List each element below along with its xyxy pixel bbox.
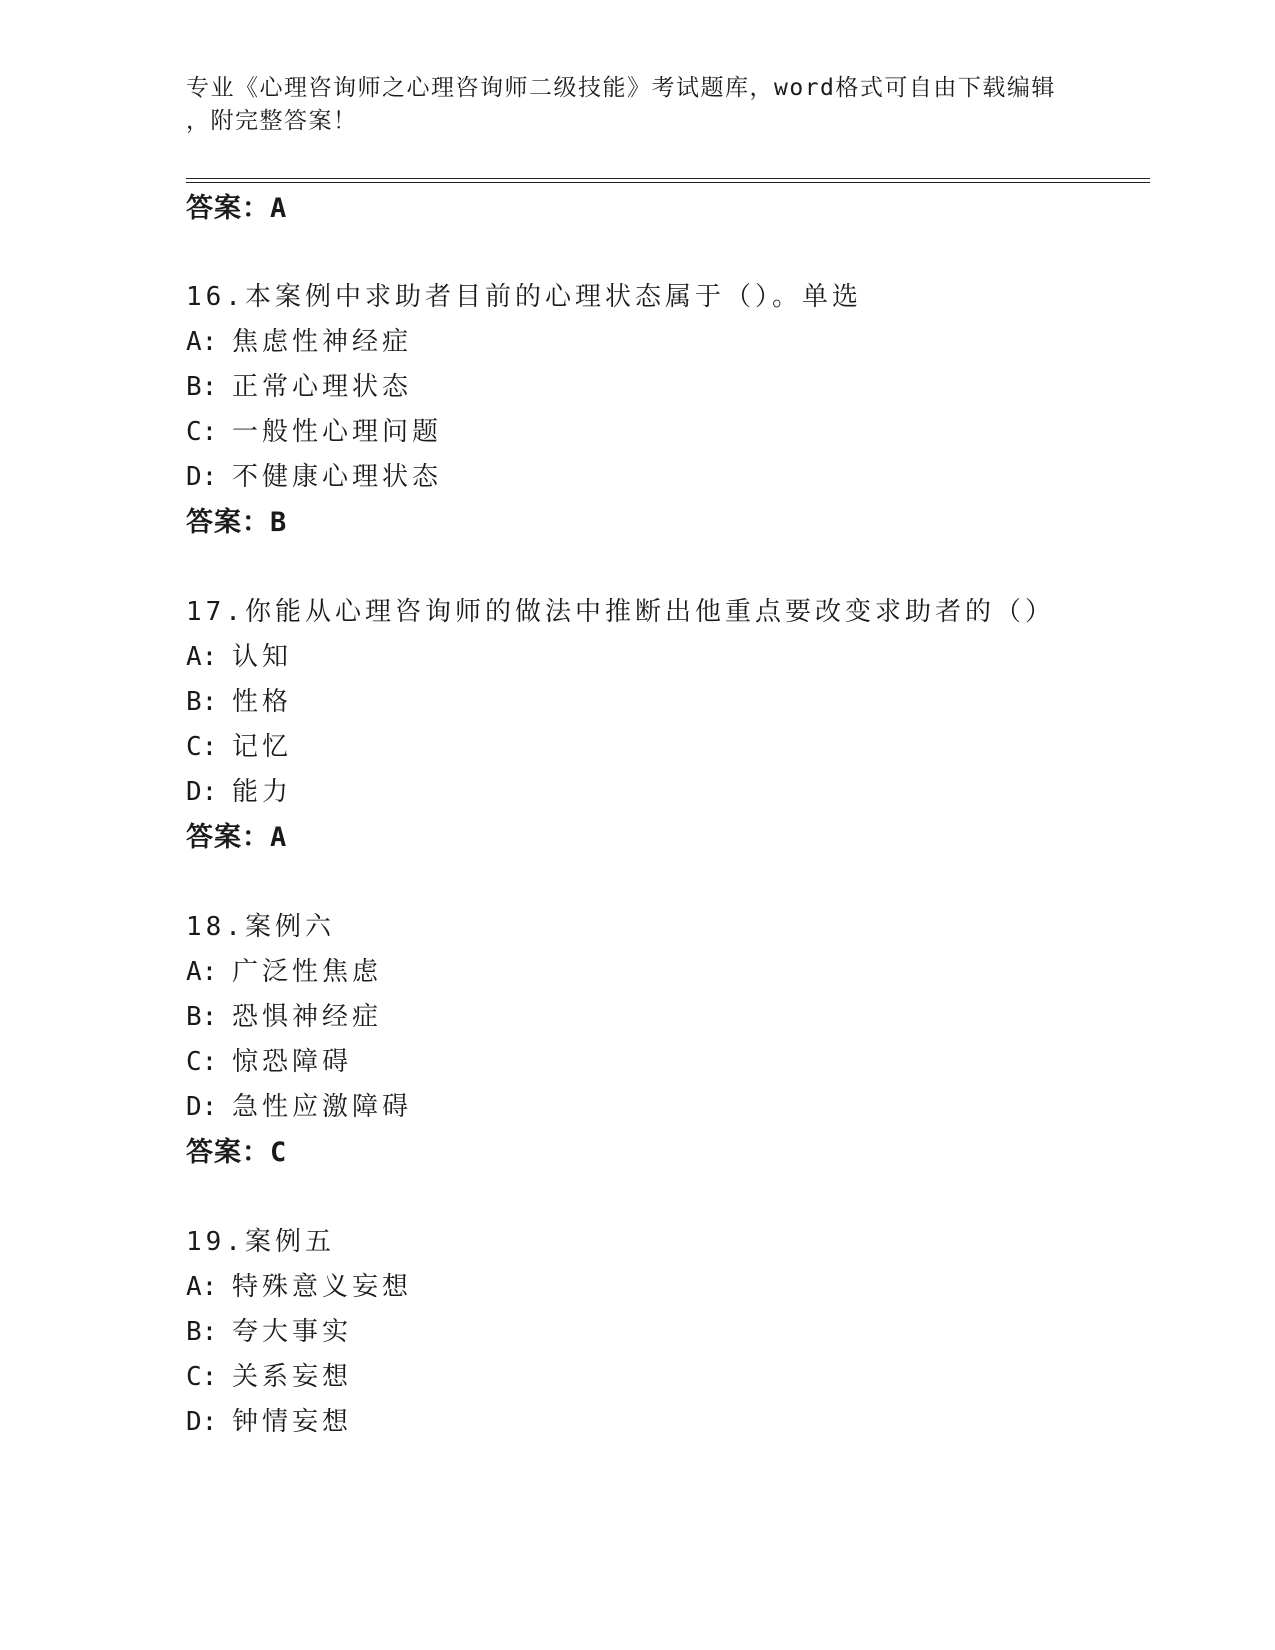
option-text: 特殊意义妄想 [232,1272,413,1302]
document-header [186,72,1066,138]
option-label: A: [186,327,218,357]
option-text: 夸大事实 [232,1317,353,1347]
option-text: 不健康心理状态 [232,462,443,492]
question-19-stem: 19.案例五 [186,1227,335,1257]
question-17-stem: 17.你能从心理咨询师的做法中推断出他重点要改变求助者的（） [186,597,1055,627]
question-18-option-d [186,1090,412,1124]
question-16-option-b [186,370,412,404]
option-text: 关系妄想 [232,1362,353,1392]
option-label: B: [186,372,218,402]
option-label: D: [186,462,218,492]
option-text: 恐惧神经症 [232,1002,383,1032]
option-label: C: [186,1362,218,1392]
header-divider-bottom [186,182,1150,183]
question-16-option-c [186,415,442,449]
header-line-1: 专业《心理咨询师之心理咨询师二级技能》考试题库，word格式可自由下载编辑 [186,75,1056,101]
option-label: C: [186,732,218,762]
question-18-answer: 答案：C [186,1137,288,1168]
question-18-option-b [186,1000,382,1034]
option-label: B: [186,687,218,717]
option-label: D: [186,1407,218,1437]
option-text: 正常心理状态 [232,372,413,402]
question-19-option-d [186,1405,352,1439]
option-text: 惊恐障碍 [232,1047,353,1077]
option-label: D: [186,777,218,807]
question-19-option-c [186,1360,352,1394]
option-text: 急性应激障碍 [232,1092,413,1122]
option-text: 认知 [232,642,293,672]
previous-answer: 答案：A [186,193,288,224]
question-17-answer: 答案：A [186,822,288,853]
option-text: 记忆 [232,732,293,762]
question-17-option-d [186,775,292,809]
option-label: C: [186,1047,218,1077]
question-16-option-a [186,325,412,359]
option-label: B: [186,1317,218,1347]
option-text: 广泛性焦虑 [232,957,383,987]
header-line-2: ，附完整答案！ [186,108,358,134]
option-label: A: [186,642,218,672]
option-text: 一般性心理问题 [232,417,443,447]
question-18-option-c [186,1045,352,1079]
question-16-stem: 16.本案例中求助者目前的心理状态属于（）。单选 [186,282,862,312]
question-16-option-d [186,460,442,494]
option-label: A: [186,957,218,987]
question-17-option-a [186,640,292,674]
option-label: C: [186,417,218,447]
option-label: D: [186,1092,218,1122]
option-text: 性格 [232,687,293,717]
question-18-option-a [186,955,382,989]
option-text: 焦虑性神经症 [232,327,413,357]
header-divider-top [186,178,1150,179]
question-18-stem: 18.案例六 [186,912,335,942]
option-label: A: [186,1272,218,1302]
option-label: B: [186,1002,218,1032]
question-19-option-a [186,1270,412,1304]
question-16-answer: 答案：B [186,507,288,538]
option-text: 钟情妄想 [232,1407,353,1437]
question-17-option-c [186,730,292,764]
question-19-option-b [186,1315,352,1349]
option-text: 能力 [232,777,293,807]
question-17-option-b [186,685,292,719]
